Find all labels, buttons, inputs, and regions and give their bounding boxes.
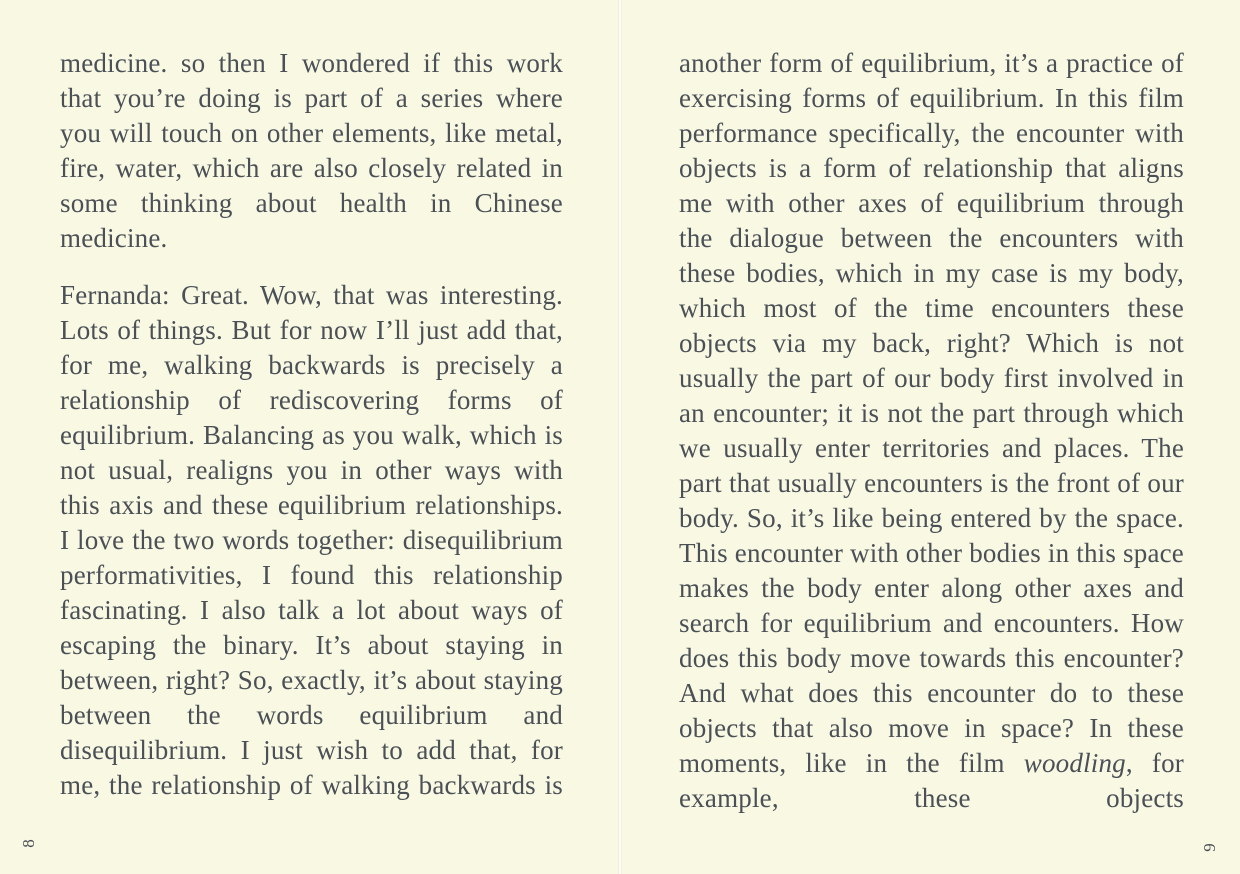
left-text-block [60, 46, 563, 825]
paragraph-fernanda: Fernanda: Great. Wow, that was interesting. Lots of things. But for now I’ll just add that, for me, walking backwards is precisely a relationship of rediscovering forms of equilibrium. Balancing as you walk, which is not usual, realigns you in other ways with this axis and these equilibrium relationships. I love the two words together: disequilibrium performativities, I found this relationship fascinating. I also talk a lot about ways of escaping the binary. It’s about staying in between, right? So, exactly, it’s about staying between the words equilibrium and disequilibrium. I just wish to add that, for me, the relationship of walking backwards is [60, 280, 563, 800]
page-number-right: 9 [1199, 843, 1219, 852]
page-number-left: 8 [18, 839, 38, 848]
film-title-woodling: woodling [1023, 748, 1126, 778]
paragraph-equilibrium-part1: another form of equilibrium, it’s a practice of exercising forms of equilibrium. In this film performance specifically, the encounter with objects is a form of relationship that aligns me with other axes of equilibrium through the dialogue between the encounters with these bodies, which in my case is my body, which most of the time encounters these objects via my back, right? Which is not usually the part of our body first involved in an encounter; it is not the part through which we usually enter territories and places. The part that usually encounters is the front of our body. So, it’s like being entered by the space. This encounter with other bodies in this space makes the body enter along other axes and search for equilibrium and encounters. How does this body move towards this encounter? And what does this encounter do to these objects that also move in space? In these moments, like in the film [679, 48, 1184, 778]
paragraph-equilibrium-part3: , for example, these objects [679, 748, 1184, 813]
paragraph-equilibrium [679, 46, 1184, 816]
right-text-block [679, 46, 1184, 838]
page-right [620, 0, 1240, 874]
page-gutter [619, 0, 621, 874]
paragraph-medicine: medicine. so then I wondered if this work that you’re doing is part of a series where you will touch on other elements, like metal, fire, water, which are also closely related in some thinking about health in Chinese medicine. [60, 48, 563, 253]
